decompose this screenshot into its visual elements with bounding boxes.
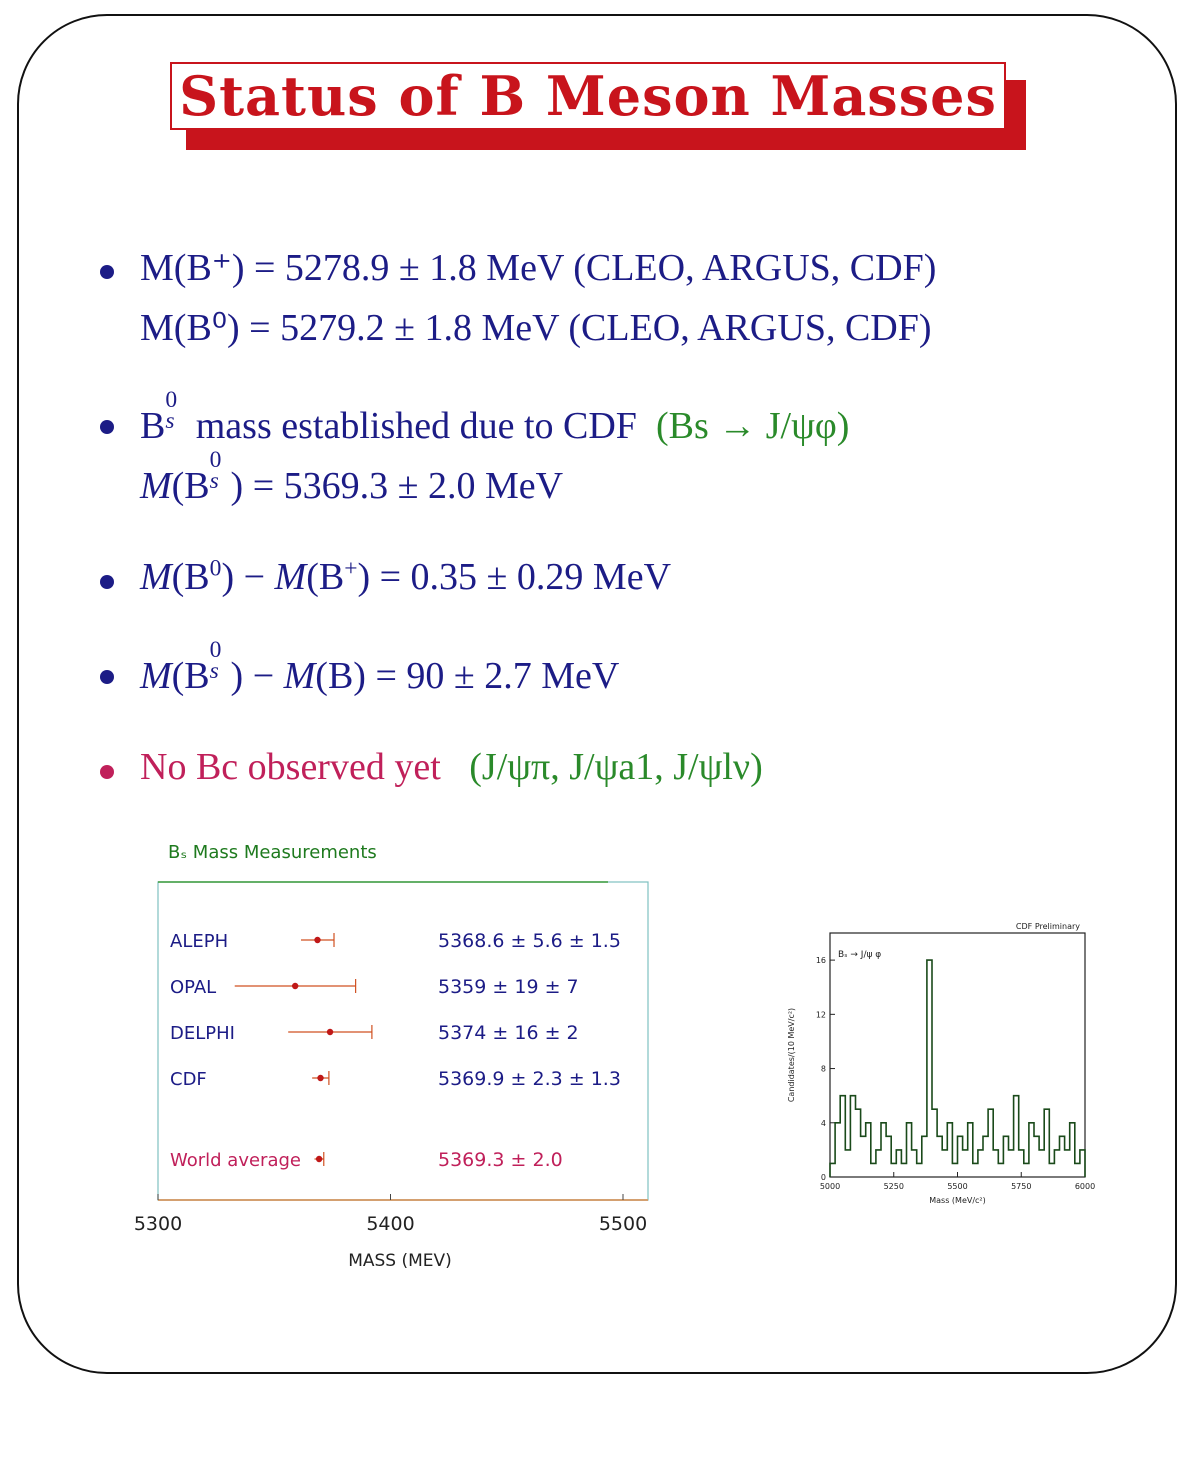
- measurement-row: [170, 1149, 563, 1171]
- bullet-dot: [100, 575, 114, 589]
- bc-decay-modes: (J/ψπ, J/ψa1, J/ψlν): [469, 746, 763, 788]
- y-tick-label: 16: [815, 956, 826, 966]
- bullet-1-line-2: [140, 305, 932, 350]
- measurement-point: [314, 937, 320, 943]
- x-axis-label: MASS (MEV): [348, 1251, 452, 1271]
- x-tick-label: 5300: [133, 1213, 183, 1235]
- y-tick-label: 8: [820, 1064, 826, 1074]
- b-zero-mass: M(B⁰) = 5279.2 ± 1.8 MeV: [140, 307, 559, 349]
- measurement-point: [317, 1075, 323, 1081]
- measurement-value: 5369.9 ± 2.3 ± 1.3: [438, 1068, 621, 1090]
- measurement-row: [170, 976, 579, 998]
- measurement-value: 5369.3 ± 2.0: [438, 1149, 563, 1171]
- measurement-value: 5368.6 ± 5.6 ± 1.5: [438, 930, 621, 952]
- bs-decay-mode: (Bs → J/ψφ): [655, 405, 850, 447]
- x-tick-label: 5500: [598, 1213, 648, 1235]
- bs-b-diff: = 90 ± 2.7 MeV: [375, 655, 620, 697]
- measurement-row: [170, 1022, 579, 1044]
- bullet-2-line-2: M(B 0 s ) = 5369.3 ± 2.0 MeV: [140, 447, 564, 507]
- x-tick-label: 5000: [819, 1182, 841, 1191]
- bullet-1-line-1: [140, 245, 936, 290]
- x-tick-label: 6000: [1074, 1182, 1096, 1191]
- measurement-label: World average: [170, 1150, 301, 1171]
- x-axis-label: Mass (MeV/c²): [929, 1196, 986, 1205]
- x-tick-label: 5500: [947, 1182, 968, 1191]
- measurement-point: [327, 1029, 333, 1035]
- cdf-mass-histogram: [780, 915, 1110, 1235]
- hist-legend: Bₛ → J/ψ φ: [838, 950, 882, 960]
- measurement-value: 5359 ± 19 ± 7: [438, 976, 579, 998]
- b0-bplus-diff: = 0.35 ± 0.29 MeV: [379, 556, 672, 598]
- b-zero-experiments: (CLEO, ARGUS, CDF): [568, 307, 932, 349]
- measurement-value: 5374 ± 16 ± 2: [438, 1022, 579, 1044]
- bs-mass-measurements-plot: [133, 870, 700, 1280]
- y-tick-label: 0: [820, 1173, 826, 1182]
- measurement-row: [170, 930, 621, 952]
- bs-established-text: mass established due to CDF: [195, 405, 637, 447]
- x-tick-label: 5750: [1011, 1182, 1032, 1191]
- b-plus-mass: M(B⁺) = 5278.9 ± 1.8 MeV: [140, 247, 564, 289]
- measurement-label: CDF: [170, 1069, 207, 1090]
- bullet-dot: [100, 420, 114, 434]
- bullet-4: M(B 0 s ) − M(B) = 90 ± 2.7 MeV: [140, 637, 620, 697]
- title-box: [170, 62, 1006, 130]
- bullet-3: $M(B^0) - M(B^+) = 0.35 \pm 0.29$ MeV: [140, 555, 672, 598]
- bullet-5: [140, 745, 763, 789]
- measurement-label: OPAL: [170, 977, 217, 998]
- bs-mass-value: = 5369.3 ± 2.0 MeV: [252, 465, 564, 507]
- y-tick-label: 12: [815, 1010, 826, 1020]
- histogram-line: [830, 960, 1085, 1177]
- page-title: Status of B Meson Masses: [179, 64, 997, 128]
- b-plus-experiments: (CLEO, ARGUS, CDF): [573, 247, 937, 289]
- x-tick-label: 5400: [366, 1213, 415, 1235]
- x-tick-label: 5250: [883, 1182, 904, 1191]
- no-bc-text: No Bc observed yet: [140, 746, 441, 788]
- left-plot-title: Bₛ Mass Measurements: [168, 842, 377, 863]
- measurement-point: [292, 983, 298, 989]
- bullet-dot: [100, 670, 114, 684]
- y-axis-label: Candidates/(10 MeV/c²): [787, 1007, 796, 1103]
- bullet-2-line-1: B 0 s mass established due to CDF (Bs → J/ψφ): [140, 387, 850, 447]
- hist-title: CDF Preliminary: [1015, 922, 1080, 931]
- bullet-dot: [100, 765, 114, 779]
- bullet-dot: [100, 265, 114, 279]
- measurement-row: [170, 1068, 621, 1090]
- measurement-label: ALEPH: [170, 931, 229, 952]
- y-tick-label: 4: [820, 1118, 826, 1128]
- measurement-label: DELPHI: [170, 1023, 235, 1044]
- measurement-point: [316, 1156, 322, 1162]
